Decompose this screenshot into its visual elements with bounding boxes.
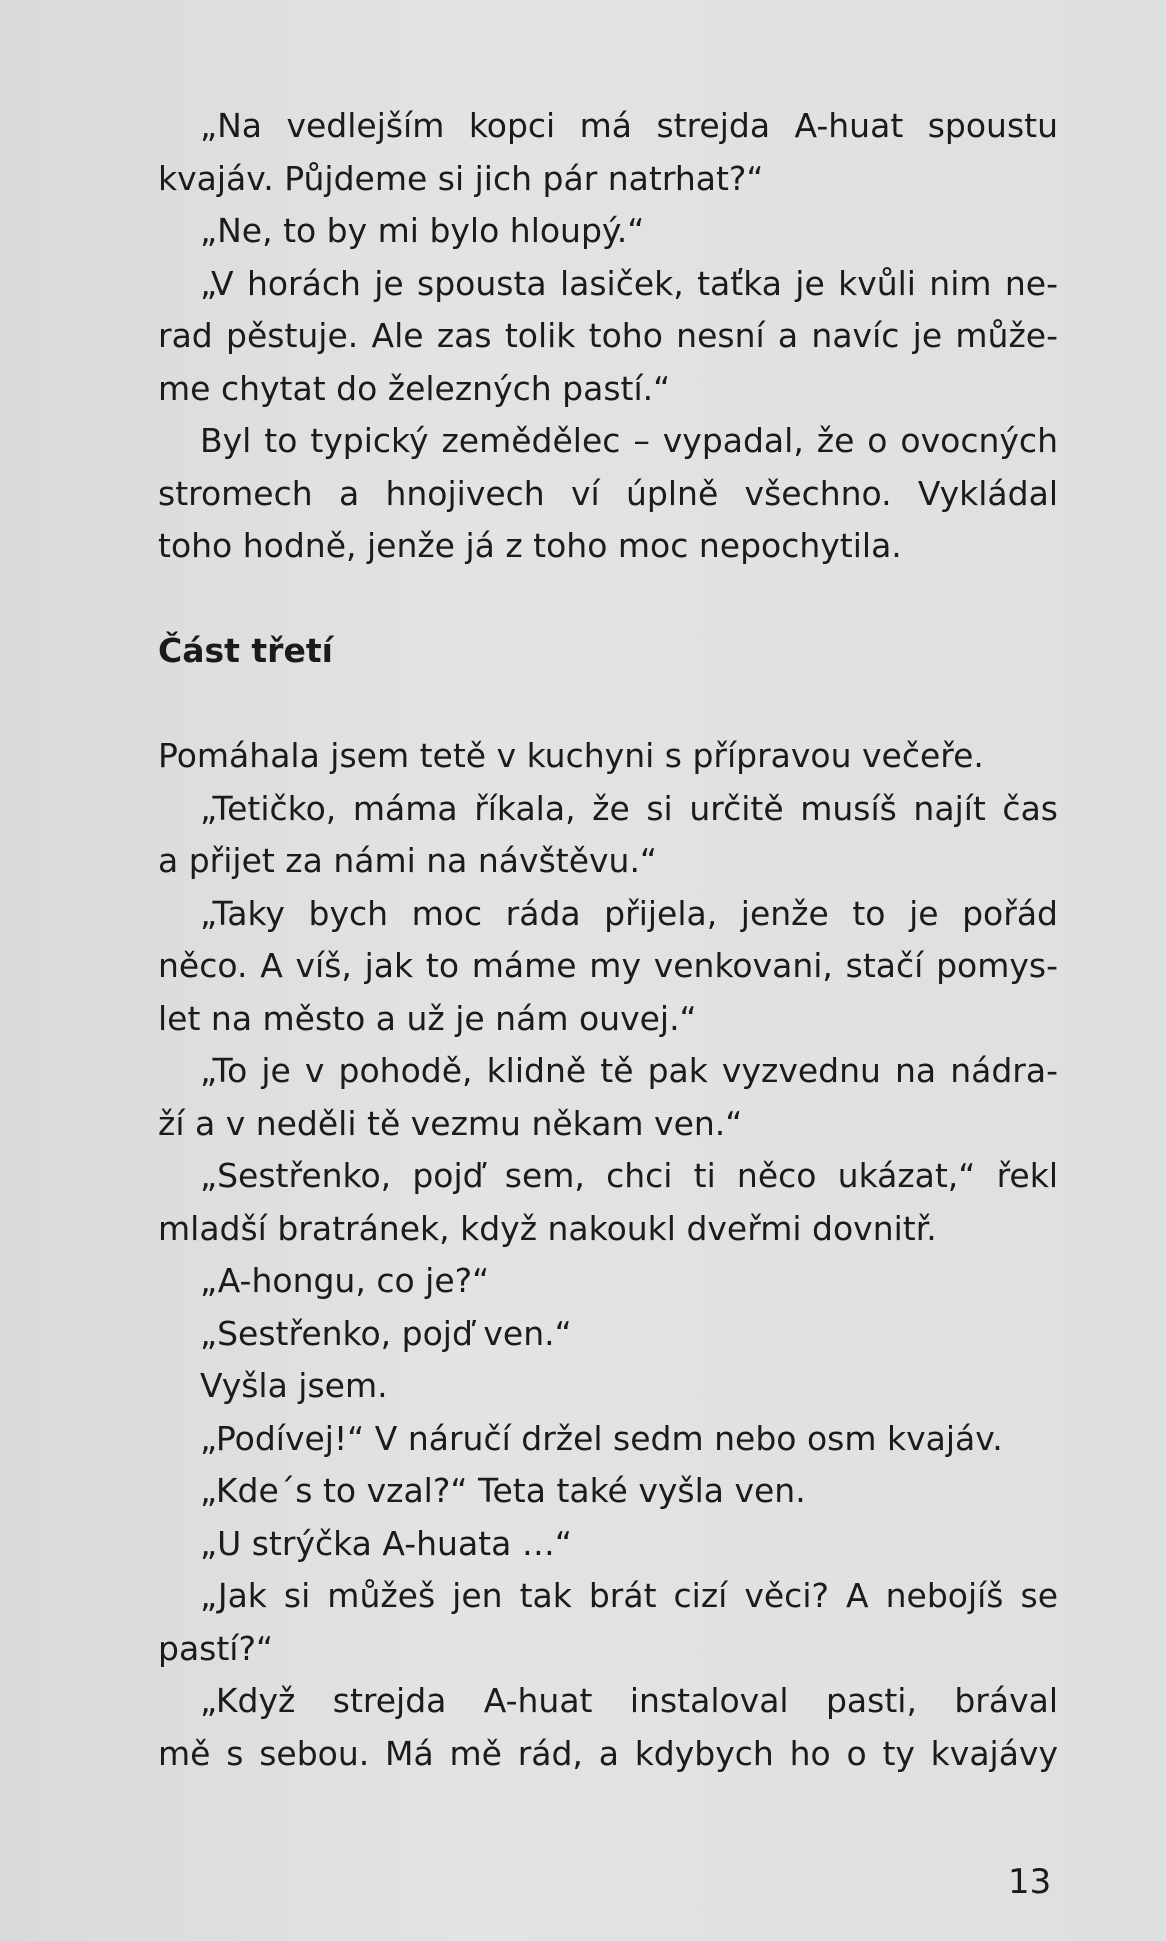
text-line: let na město a už je nám ouvej.“ xyxy=(158,998,697,1038)
page-number: 13 xyxy=(1008,1862,1052,1902)
text-line: ží a v neděli tě vezmu někam ven.“ xyxy=(158,1103,743,1143)
text-line: Byl to typický zemědělec – vypadal, že o ovocných xyxy=(200,421,1058,460)
text-line: „Sestřenko, pojď sem, chci ti něco ukázat,“ řekl xyxy=(200,1156,1058,1195)
text-line: „A-hongu, co je?“ xyxy=(200,1261,490,1300)
text-line: něco. A víš, jak to máme my venkovani, stačí pomys- xyxy=(158,946,1058,985)
text-line: „V horách je spousta lasiček, taťka je kvůli nim ne- xyxy=(200,263,1058,303)
text-line: rad pěstuje. Ale zas tolik toho nesní a navíc je může- xyxy=(158,316,1058,355)
text-line: „Tetičko, máma říkala, že si určitě musíš najít čas xyxy=(200,788,1058,828)
text-line: „To je v pohodě, klidně tě pak vyzvednu na nádra- xyxy=(200,1051,1058,1090)
text-line: „Taky bych moc ráda přijela, jenže to je pořád xyxy=(200,893,1058,933)
text-column xyxy=(158,100,1058,1780)
blank-line xyxy=(158,678,1058,731)
text-line: „Sestřenko, pojď ven.“ xyxy=(200,1313,572,1353)
text-line: „Jak si můžeš jen tak brát cizí věci? A nebojíš se xyxy=(200,1576,1058,1615)
text-line: a přijet za námi na návštěvu.“ xyxy=(158,841,658,880)
text-line: stromech a hnojivech ví úplně všechno. Vykládal xyxy=(158,473,1058,513)
text-line: mladší bratránek, když nakoukl dveřmi dovnitř. xyxy=(158,1208,937,1248)
text-line: Pomáhala jsem tetě v kuchyni s přípravou večeře. xyxy=(158,736,984,775)
text-line: me chytat do železných pastí.“ xyxy=(158,368,671,408)
text-line: „Ne, to by mi bylo hloupý.“ xyxy=(200,211,645,250)
text-line: kvajáv. Půjdeme si jich pár natrhat?“ xyxy=(158,158,764,198)
blank-line xyxy=(158,573,1058,626)
text-line: toho hodně, jenže já z toho moc nepochytila. xyxy=(158,526,902,565)
text-line: Vyšla jsem. xyxy=(200,1366,388,1405)
text-line: mě s sebou. Má mě rád, a kdybych ho o ty kvajávy xyxy=(158,1733,1058,1773)
section-heading: Část třetí xyxy=(158,631,333,670)
text-line: „Kde´s to vzal?“ Teta také vyšla ven. xyxy=(200,1471,806,1510)
text-line: „Na vedlejším kopci má strejda A-huat spoustu xyxy=(200,106,1058,145)
text-line: „U strýčka A-huata …“ xyxy=(200,1523,572,1563)
text-line: pastí?“ xyxy=(158,1628,274,1668)
text-line: „Podívej!“ V náručí držel sedm nebo osm kvajáv. xyxy=(200,1418,1003,1458)
text-line: „Když strejda A-huat instaloval pasti, brával xyxy=(200,1681,1058,1720)
